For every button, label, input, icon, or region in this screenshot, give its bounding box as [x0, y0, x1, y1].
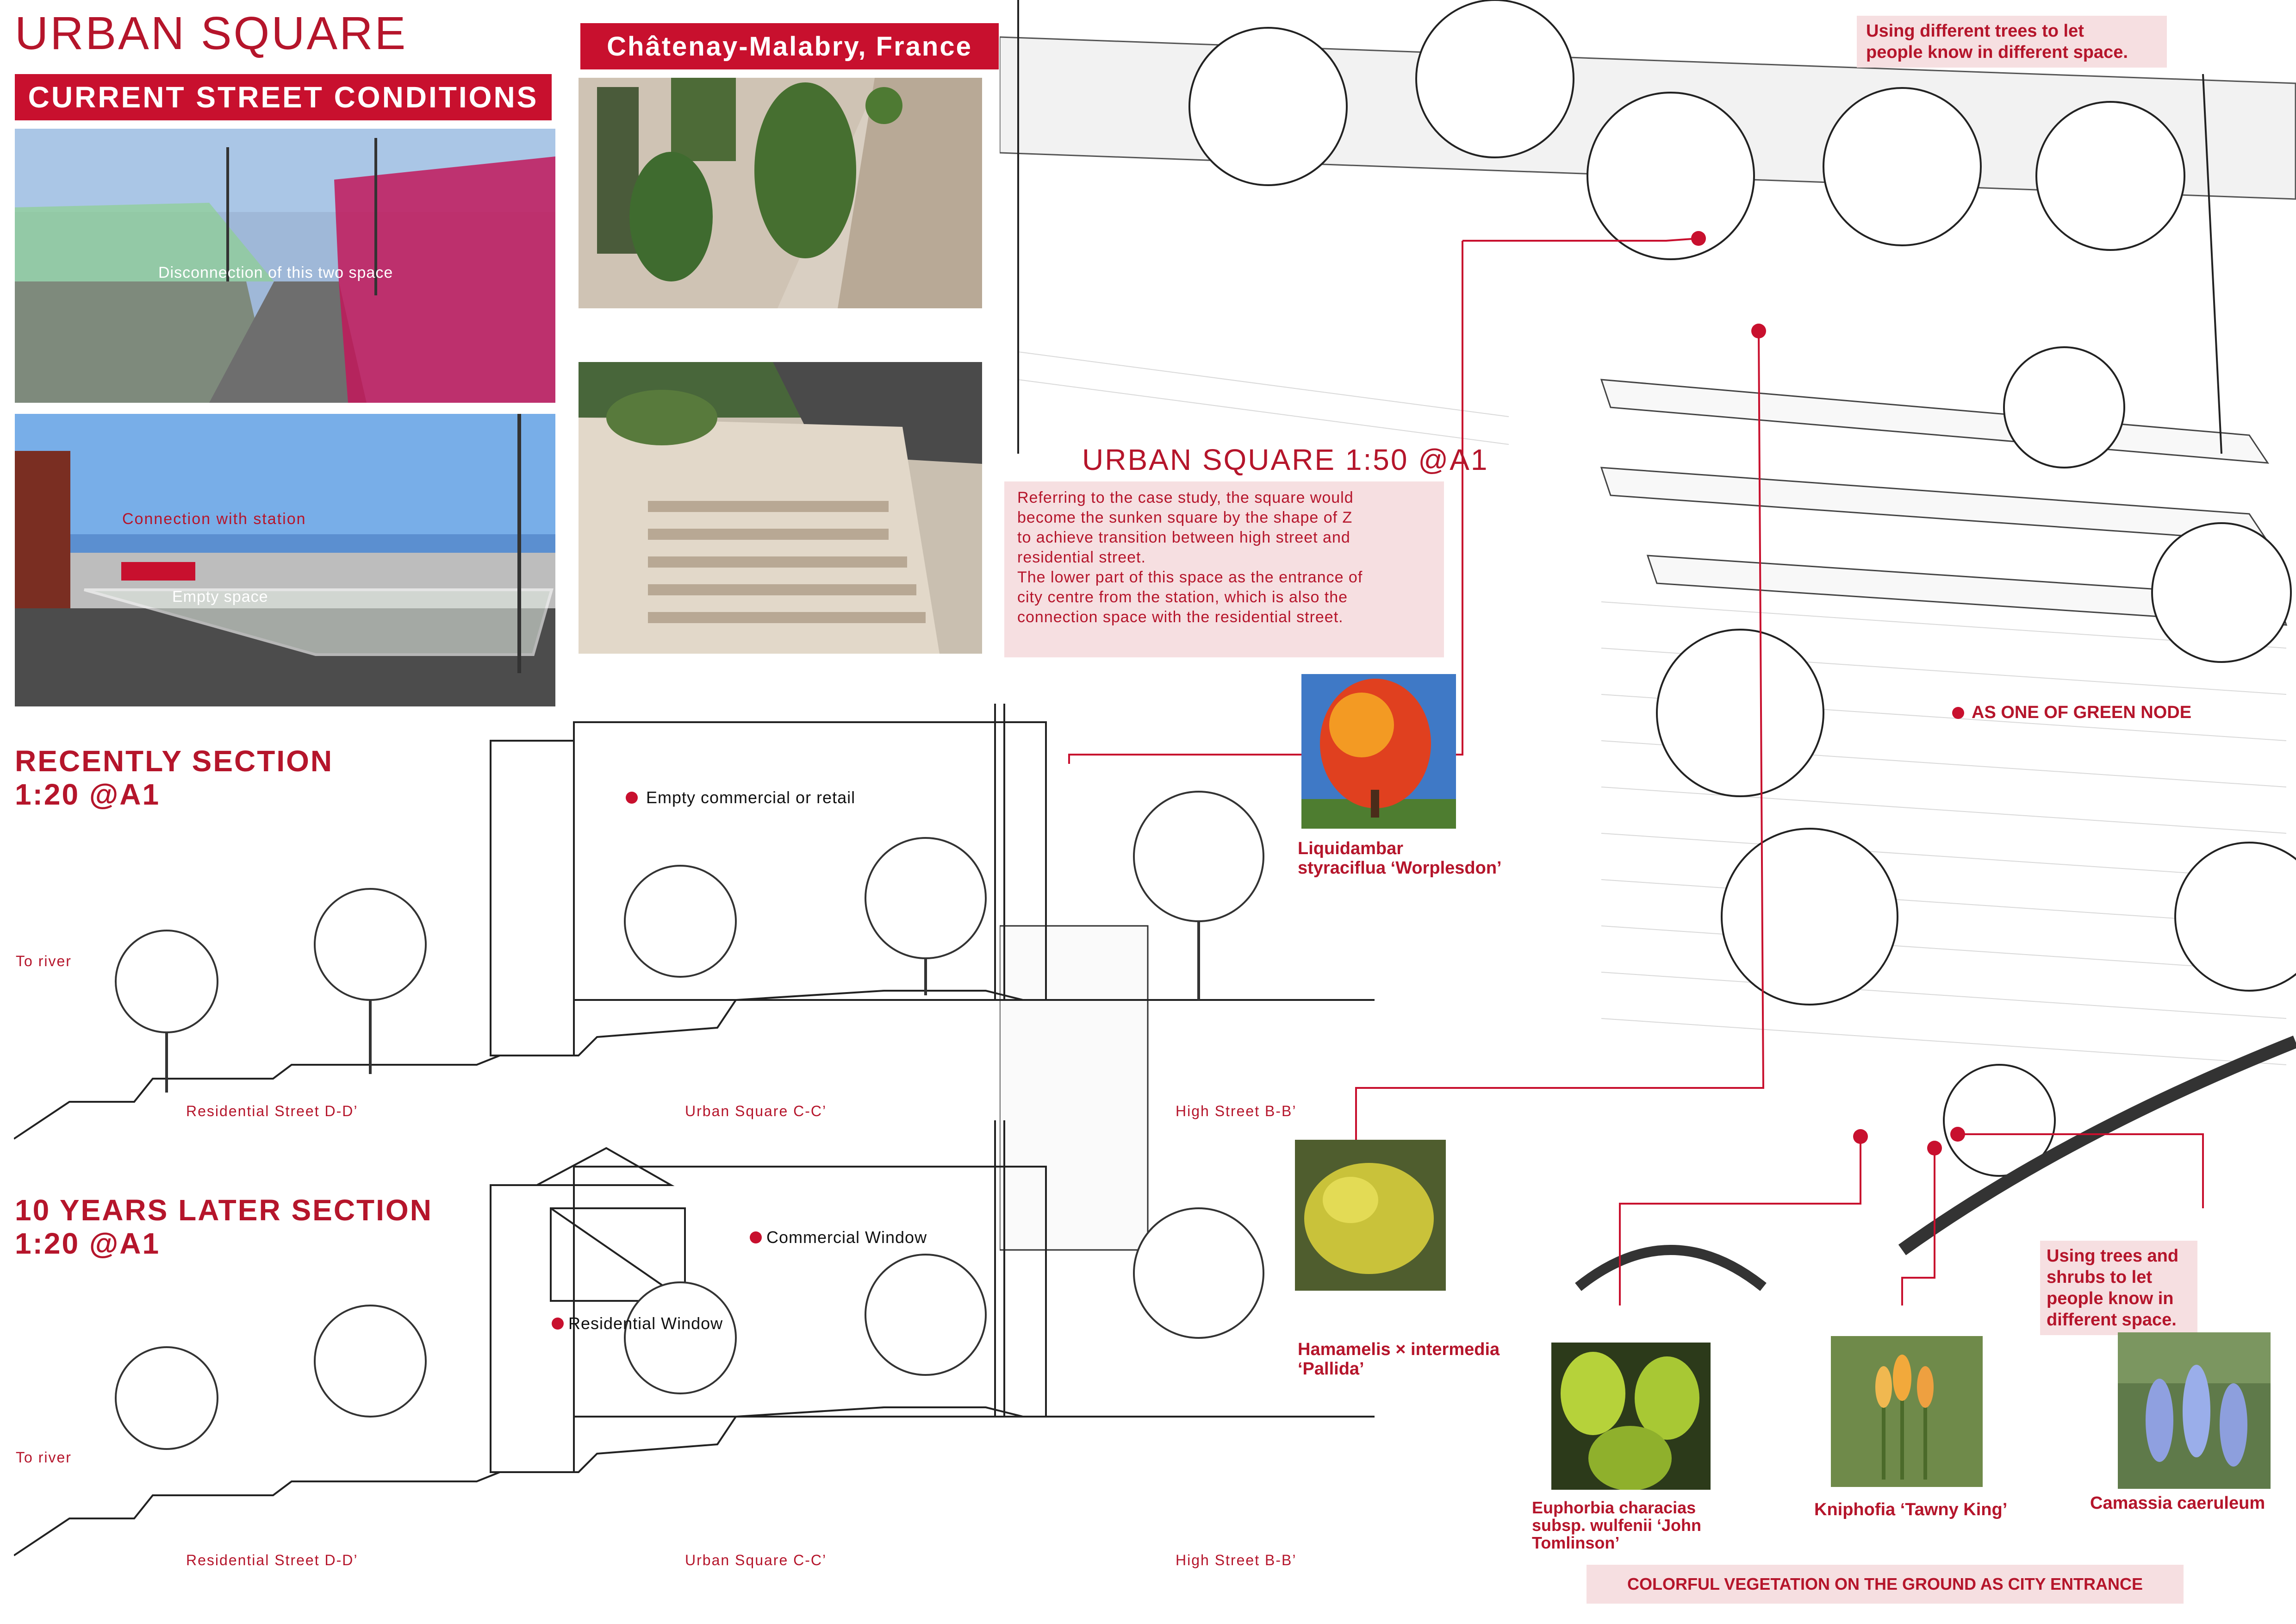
description-line: residential street.: [1017, 549, 1146, 566]
hamamelis-caption-line2: ‘Pallida’: [1298, 1359, 1364, 1379]
later-section-title-line1: 10 YEARS LATER SECTION: [15, 1193, 433, 1227]
vegetation-note: COLORFUL VEGETATION ON THE GROUND AS CITY ENTRANCE: [1587, 1565, 2184, 1604]
euphorbia-caption: [1532, 1499, 1701, 1552]
commercial-window-text: Commercial Window: [766, 1228, 927, 1247]
commercial-window-dot: [750, 1231, 762, 1243]
later-section-title-line2: 1:20 @A1: [15, 1227, 161, 1260]
description-line: The lower part of this space as the entrance of: [1017, 568, 1363, 586]
camassia-illustration: [2118, 1332, 2271, 1489]
residential-window-text: Residential Window: [568, 1314, 723, 1333]
page-title: URBAN SQUARE: [15, 7, 408, 59]
disconnection-caption: Disconnection of this two space: [158, 264, 393, 281]
kniphofia-caption: Kniphofia ‘Tawny King’: [1814, 1500, 2008, 1519]
green-node-dot: [1952, 707, 1964, 719]
to-river-label-later: To river: [16, 1449, 72, 1466]
euphorbia-caption-line2: subsp. wulfenii ‘John: [1532, 1516, 1702, 1535]
trees-note-line: people know in different space.: [1866, 43, 2128, 62]
green-node-text: AS ONE OF GREEN NODE: [1972, 703, 2192, 722]
kniphofia-illustration: [1831, 1336, 1983, 1487]
case-study-banner: Châtenay-Malabry, France: [580, 23, 999, 69]
description-line: connection space with the residential street.: [1017, 608, 1344, 626]
high-street-label-later: High Street B-B’: [1176, 1552, 1297, 1568]
liquidambar-caption: [1298, 839, 1502, 878]
kniphofia-photo: [1831, 1336, 1983, 1487]
high-street-label-recent: High Street B-B’: [1176, 1103, 1297, 1119]
description-line: city centre from the station, which is also the: [1017, 588, 1348, 606]
recent-section-title-line1: RECENTLY SECTION: [15, 744, 334, 778]
residential-window-dot: [552, 1318, 564, 1330]
plan-title: URBAN SQUARE 1:50 @A1: [1082, 443, 1489, 476]
hamamelis-photo: [1295, 1140, 1446, 1291]
shrubs-note-line: people know in: [2047, 1289, 2174, 1308]
commercial-window-label: [750, 1228, 927, 1247]
trees-note-line: Using different trees to let: [1866, 21, 2084, 41]
plan-description: [1004, 481, 1444, 657]
hamamelis-caption: [1298, 1340, 1500, 1379]
to-river-label-recent: To river: [16, 953, 72, 969]
case-study-photo-aerial: [579, 78, 982, 308]
case-study-steps-illustration: [579, 362, 982, 654]
liquidambar-photo: [1301, 674, 1456, 829]
green-node-label: [1952, 703, 2191, 723]
euphorbia-caption-line3: Tomlinson’: [1532, 1533, 1620, 1552]
shrubs-note: [2040, 1241, 2197, 1335]
recent-section-title-line2: 1:20 @A1: [15, 778, 161, 811]
later-section-drawing: [14, 1120, 1449, 1565]
camassia-caption: Camassia caeruleum: [2090, 1493, 2265, 1513]
current-conditions-banner: CURRENT STREET CONDITIONS: [15, 74, 552, 120]
case-study-photo-steps: [579, 362, 982, 654]
recent-section-drawing: [14, 704, 1449, 1148]
description-line: Referring to the case study, the square would: [1017, 489, 1354, 506]
empty-space-caption: Empty space: [172, 588, 268, 606]
urban-square-label-recent: Urban Square C-C’: [685, 1103, 827, 1119]
shrubs-note-line: different space.: [2047, 1310, 2177, 1330]
street-photo-station: [15, 414, 555, 706]
urban-square-label-later: Urban Square C-C’: [685, 1552, 827, 1568]
hamamelis-illustration: [1295, 1140, 1446, 1291]
euphorbia-illustration: [1551, 1343, 1711, 1490]
liquidambar-caption-line1: Liquidambar: [1298, 839, 1404, 858]
case-study-aerial-illustration: [579, 78, 982, 308]
residential-window-label: [552, 1314, 723, 1333]
liquidambar-illustration: [1301, 674, 1456, 829]
empty-commercial-dot: [626, 792, 638, 804]
liquidambar-caption-line2: styraciflua ‘Worplesdon’: [1298, 858, 1502, 878]
euphorbia-photo: [1551, 1343, 1711, 1490]
empty-commercial-text: Empty commercial or retail: [646, 788, 856, 807]
street-photo-disconnection: [15, 129, 555, 403]
residential-street-label-recent: Residential Street D-D’: [186, 1103, 358, 1119]
shrubs-note-line: shrubs to let: [2047, 1268, 2153, 1287]
description-line: become the sunken square by the shape of Z: [1017, 509, 1353, 526]
station-connection-caption: Connection with station: [122, 510, 306, 528]
trees-note: [1857, 16, 2167, 68]
euphorbia-caption-line1: Euphorbia characias: [1532, 1498, 1696, 1517]
description-line: to achieve transition between high street and: [1017, 529, 1350, 546]
camassia-photo: [2118, 1332, 2271, 1489]
residential-street-label-later: Residential Street D-D’: [186, 1552, 358, 1568]
empty-commercial-label: [626, 788, 855, 807]
shrubs-note-line: Using trees and: [2047, 1246, 2179, 1266]
hamamelis-caption-line1: Hamamelis × intermedia: [1298, 1340, 1500, 1359]
street-photo-2-illustration: [15, 414, 555, 706]
